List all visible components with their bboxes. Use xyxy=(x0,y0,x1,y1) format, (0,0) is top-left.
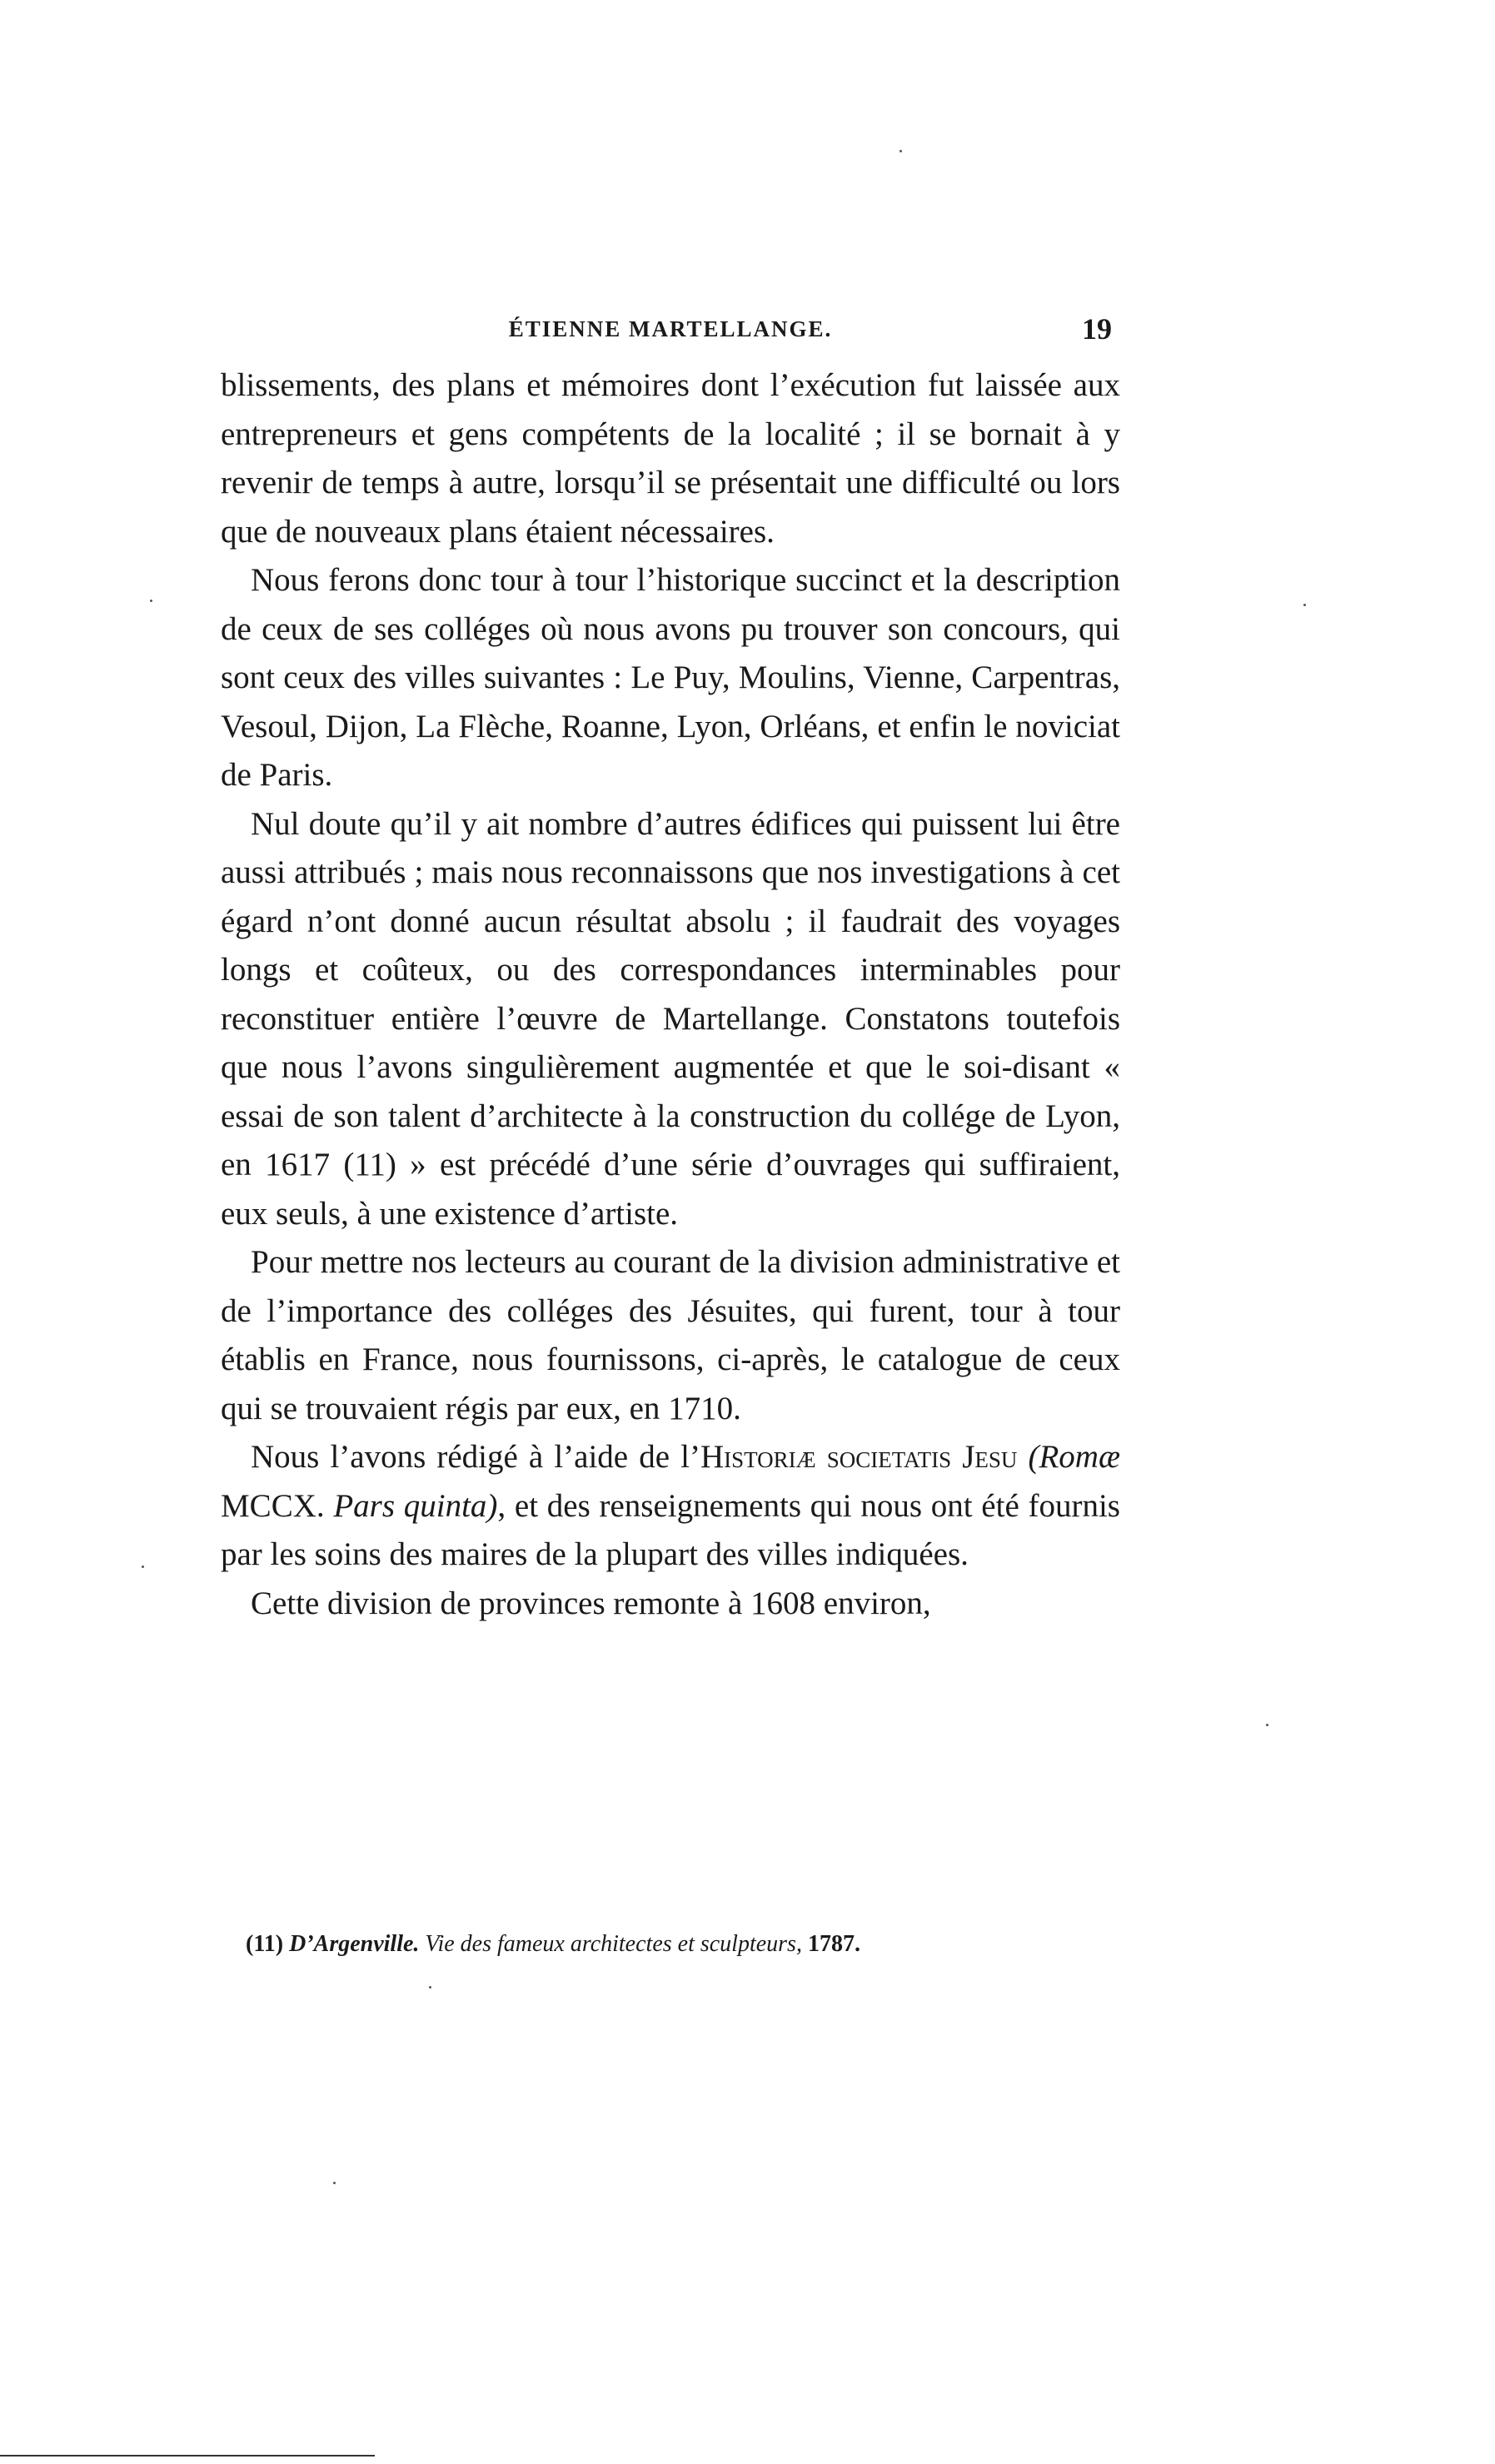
scan-edge-rule xyxy=(0,2455,375,2457)
scan-speck xyxy=(1303,604,1306,606)
sources-text-before: Nous l’avons rédigé à l’aide de l’ xyxy=(251,1439,700,1475)
paragraph-sources xyxy=(221,1433,1120,1580)
scan-speck xyxy=(899,150,902,152)
footnote-author: D’Argenville. xyxy=(289,1931,420,1957)
footnote-title: Vie des fameux architectes et sculpteurs, xyxy=(425,1931,802,1957)
paragraph-continuation: blissements, des plans et mémoires dont l’exécution fut laissée aux entrepreneurs et gens compétents de la localité ; il se bornait à y revenir de temps à autre, lorsqu’il se présentait une difficulté ou lors que de nouveaux plans étaient nécessaires. xyxy=(221,367,1120,550)
paragraph-colleges-list: Nous ferons donc tour à tour l’historique succinct et la description de ceux de ses colléges où nous avons pu trouver son concours, qui sont ceux des villes suivantes : Le Puy, Moulins, Vienne, Carpentras, Vesoul, Dijon, La Flèche, Roanne, Lyon, Orléans, et enfin le noviciat de Paris. xyxy=(221,562,1120,793)
scan-speck xyxy=(142,1566,144,1568)
page-number: 19 xyxy=(1082,312,1112,346)
running-title: ÉTIENNE MARTELLANGE. xyxy=(508,316,833,341)
scan-speck xyxy=(429,1986,431,1989)
running-head xyxy=(221,312,1120,350)
sources-part: Pars quinta) xyxy=(333,1487,498,1524)
sources-book-title: Historiæ societatis Jesu xyxy=(700,1439,1018,1475)
scan-speck xyxy=(150,600,152,602)
paragraph-provinces: Cette division de provinces remonte à 1608 environ, xyxy=(251,1585,931,1621)
paragraph-catalogue-intro: Pour mettre nos lecteurs au courant de la division administrative et de l’importance des colléges des Jésuites, qui furent, tour à tour établis en France, nous fournissons, ci-après, le catalogue de ceux qui se trouvaient régis par eux, en 1710. xyxy=(221,1244,1120,1426)
sources-place: (Romæ xyxy=(1017,1439,1120,1475)
footnote-marker: (11) xyxy=(246,1931,284,1957)
footnote xyxy=(246,1929,1120,1959)
sources-year: MCCX. xyxy=(221,1487,334,1524)
paragraph-attributions: Nul doute qu’il y ait nombre d’autres édifices qui puissent lui être aussi attribués ; mais nous reconnaissons que nos investigations à cet égard n’ont donné aucun résultat absolu ; il faudrait des voyages longs et coûteux, ou des correspondances interminables pour reconstituer entière l’œuvre de Martellange. Constatons toutefois que nous l’avons singulièrement augmentée et que le soi-disant « essai de son talent d’architecte à la construction du collége de Lyon, en 1617 (11) » est précédé d’une série d’ouvrages qui suffiraient, eux seuls, à une existence d’artiste. xyxy=(221,805,1120,1232)
body-text xyxy=(221,361,1120,1628)
footnote-year: 1787. xyxy=(807,1931,860,1957)
scan-speck xyxy=(1266,1724,1268,1726)
scan-speck xyxy=(333,2182,336,2184)
sources-text-after: , et des renseignements qui nous ont été fournis par les soins des maires de la plupart des villes indiquées. xyxy=(221,1487,1120,1572)
